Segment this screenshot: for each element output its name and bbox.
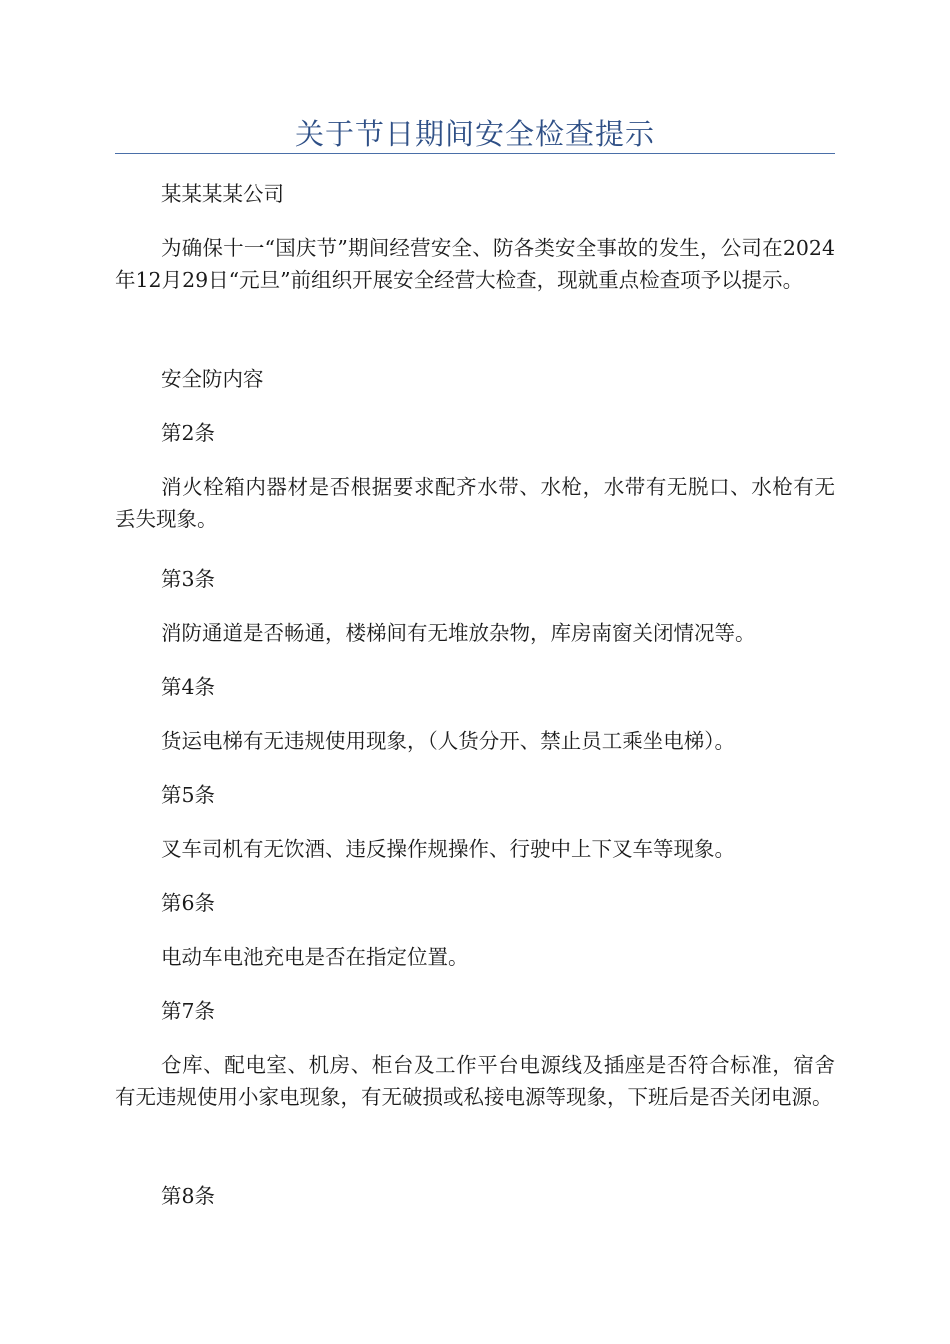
article-text-5: 叉车司机有无饮酒、违反操作规操作、行驶中上下叉车等现象。 bbox=[161, 837, 735, 861]
intro-paragraph: 为确保十一“国庆节”期间经营安全、防各类安全事故的发生，公司在2024年12月29日“元旦”前组织开展安全经营大检查，现就重点检查项予以提示。 bbox=[115, 236, 835, 292]
article-heading-4: 第4条 bbox=[161, 675, 216, 699]
article-text-3: 消防通道是否畅通，楼梯间有无堆放杂物，库房南窗关闭情况等。 bbox=[161, 621, 756, 645]
section-heading: 安全防内容 bbox=[161, 367, 264, 391]
article-text-4: 货运电梯有无违规使用现象，（人货分开、禁止员工乘坐电梯）。 bbox=[161, 729, 735, 753]
article-heading-2: 第2条 bbox=[161, 421, 216, 445]
article-heading-5: 第5条 bbox=[161, 783, 216, 807]
article-text-6: 电动车电池充电是否在指定位置。 bbox=[161, 945, 469, 969]
article-heading-6: 第6条 bbox=[161, 891, 216, 915]
document-title: 关于节日期间安全检查提示 bbox=[294, 117, 655, 151]
addressee: 某某某某公司 bbox=[161, 182, 284, 206]
article-heading-8: 第8条 bbox=[161, 1184, 216, 1208]
article-text-7: 仓库、配电室、机房、柜台及工作平台电源线及插座是否符合标准，宿舍有无违规使用小家电现象，有无破损或私接电源等现象，下班后是否关闭电源。 bbox=[115, 1053, 835, 1109]
article-heading-3: 第3条 bbox=[161, 567, 216, 591]
article-heading-7: 第7条 bbox=[161, 999, 216, 1023]
article-text-2: 消火栓箱内器材是否根据要求配齐水带、水枪，水带有无脱口、水枪有无丢失现象。 bbox=[115, 475, 835, 531]
title-underline bbox=[115, 153, 835, 154]
